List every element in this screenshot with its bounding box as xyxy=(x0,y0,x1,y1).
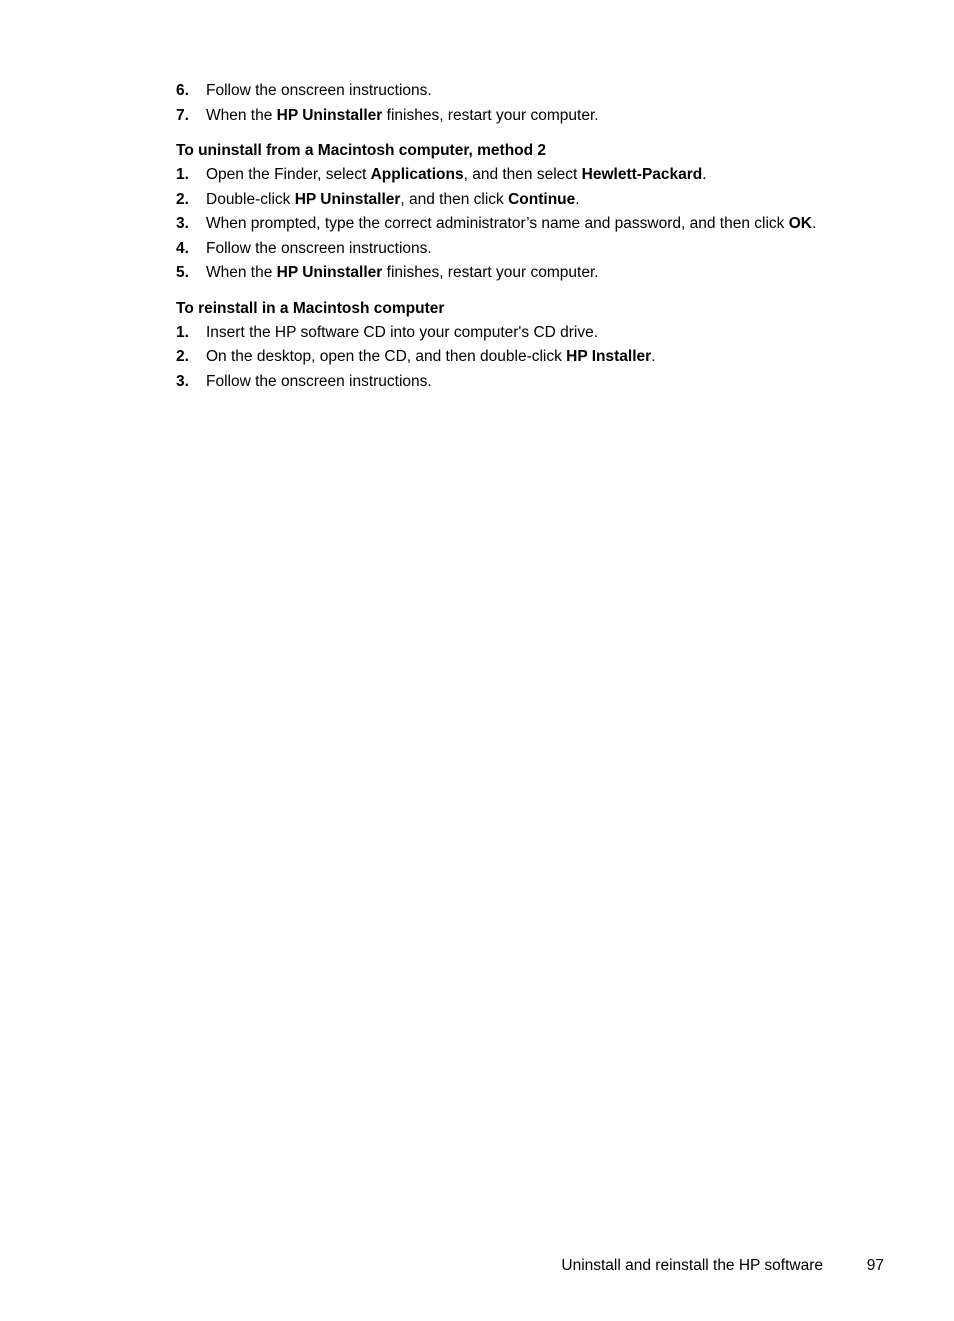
step-item xyxy=(176,79,876,104)
section-heading: To reinstall in a Macintosh computer xyxy=(176,299,445,317)
step-number: 7. xyxy=(176,106,189,124)
step-number: 1. xyxy=(176,323,189,341)
step-number: 2. xyxy=(176,348,189,365)
footer-title: Uninstall and reinstall the HP software xyxy=(561,1257,823,1274)
step-text: Double-click HP Uninstaller, and then click Continue. xyxy=(206,190,580,208)
step-text: When the HP Uninstaller finishes, restart your computer. xyxy=(206,264,599,281)
step-number: 4. xyxy=(176,239,189,257)
step-item xyxy=(176,261,876,286)
step-text: Follow the onscreen instructions. xyxy=(206,82,432,99)
step-item xyxy=(176,212,876,237)
step-text: On the desktop, open the CD, and then double-click HP Installer. xyxy=(206,348,656,365)
step-text: Follow the onscreen instructions. xyxy=(206,239,432,257)
step-text: When prompted, type the correct administrator’s name and password, and then click OK. xyxy=(206,215,817,232)
step-text: Insert the HP software CD into your computer's CD drive. xyxy=(206,323,599,341)
step-item xyxy=(176,188,876,213)
step-number: 5. xyxy=(176,264,189,281)
step-number: 6. xyxy=(176,82,189,99)
step-item xyxy=(176,321,876,346)
step-number: 3. xyxy=(176,215,189,232)
step-item xyxy=(176,345,876,370)
step-text: When the HP Uninstaller finishes, restart your computer. xyxy=(206,106,599,124)
page-number: 97 xyxy=(866,1257,884,1274)
step-text: Follow the onscreen instructions. xyxy=(206,372,432,390)
step-text: Open the Finder, select Applications, and then select Hewlett-Packard. xyxy=(206,166,707,183)
continued-step-list xyxy=(176,79,876,128)
step-item xyxy=(176,237,876,262)
section-heading: To uninstall from a Macintosh computer, method 2 xyxy=(176,142,547,159)
page-content xyxy=(176,79,876,394)
step-item xyxy=(176,163,876,188)
section-uninstall-method-2 xyxy=(176,139,876,286)
step-number: 3. xyxy=(176,372,189,390)
section-reinstall xyxy=(176,297,876,395)
page-footer xyxy=(0,1254,954,1278)
step-item xyxy=(176,370,876,395)
step-item xyxy=(176,104,876,129)
step-number: 1. xyxy=(176,166,189,183)
step-number: 2. xyxy=(176,190,189,208)
